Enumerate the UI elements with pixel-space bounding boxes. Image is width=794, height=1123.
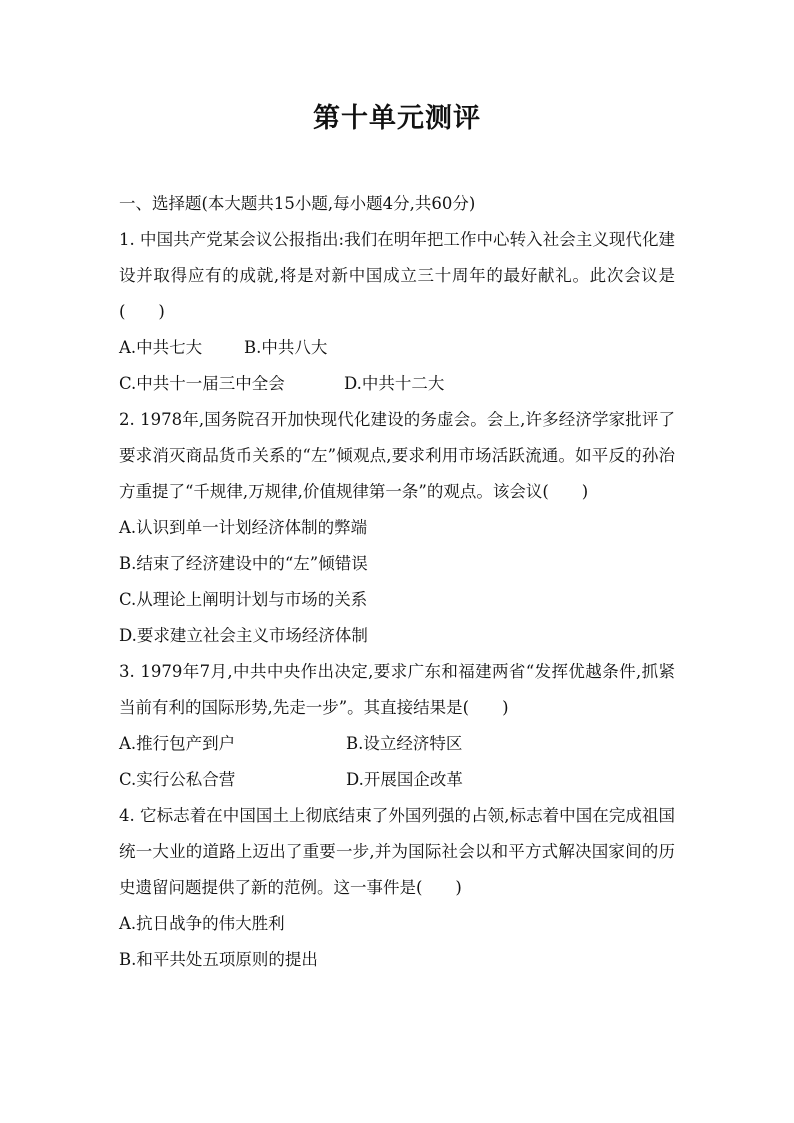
question-1-option-d: D.中共十二大: [344, 374, 445, 393]
question-2-option-c: C.从理论上阐明计划与市场的关系: [119, 590, 368, 609]
question-3-option-a: A.推行包产到户: [119, 734, 236, 753]
question-3-options-row-1: [119, 726, 675, 762]
question-4-option-b: B.和平共处五项原则的提出: [119, 950, 318, 969]
question-3-option-b: B.设立经济特区: [346, 734, 463, 753]
question-3-options-row-2: [119, 762, 675, 798]
question-list: [119, 186, 675, 978]
question-2-option-b: B.结束了经济建设中的“左”倾错误: [119, 554, 368, 573]
question-2-stem: 2. 1978年,国务院召开加快现代化建设的务虚会。会上,许多经济学家批评了要求消灭商品货币关系的“左”倾观点,要求利用市场活跃流通。如平反的孙治方重提了“千规律,万规律,价值规律第一条”的观点。该会议( ): [119, 410, 675, 501]
question-3-stem: 3. 1979年7月,中共中央作出决定,要求广东和福建两省“发挥优越条件,抓紧当前有利的国际形势,先走一步”。其直接结果是( ): [119, 662, 675, 717]
question-3-option-c: C.实行公私合营: [119, 770, 236, 789]
page-title: 第十单元测评: [313, 103, 481, 134]
question-4-option-a: A.抗日战争的伟大胜利: [119, 914, 285, 933]
question-1-stem: 1. 中国共产党某会议公报指出:我们在明年把工作中心转入社会主义现代化建设并取得应有的成就,将是对新中国成立三十周年的最好献礼。此次会议是( ): [119, 230, 675, 321]
question-3-option-d: D.开展国企改革: [346, 770, 463, 789]
question-2-option-d: D.要求建立社会主义市场经济体制: [119, 626, 368, 645]
question-1-option-b: B.中共八大: [244, 338, 328, 357]
question-4-stem: 4. 它标志着在中国国土上彻底结束了外国列强的占领,标志着中国在完成祖国统一大业的道路上迈出了重要一步,并为国际社会以和平方式解决国家间的历史遗留问题提供了新的范例。这一事件是( ): [119, 806, 675, 897]
section-heading: 一、选择题(本大题共15小题,每小题4分,共60分): [119, 194, 476, 213]
question-1-option-a: A.中共七大: [119, 338, 203, 357]
question-1-option-c: C.中共十一届三中全会: [119, 374, 285, 393]
question-1-options-row-2: [119, 366, 675, 402]
question-1-options-row-1: [119, 330, 675, 366]
question-2-option-a: A.认识到单一计划经济体制的弊端: [119, 518, 368, 537]
